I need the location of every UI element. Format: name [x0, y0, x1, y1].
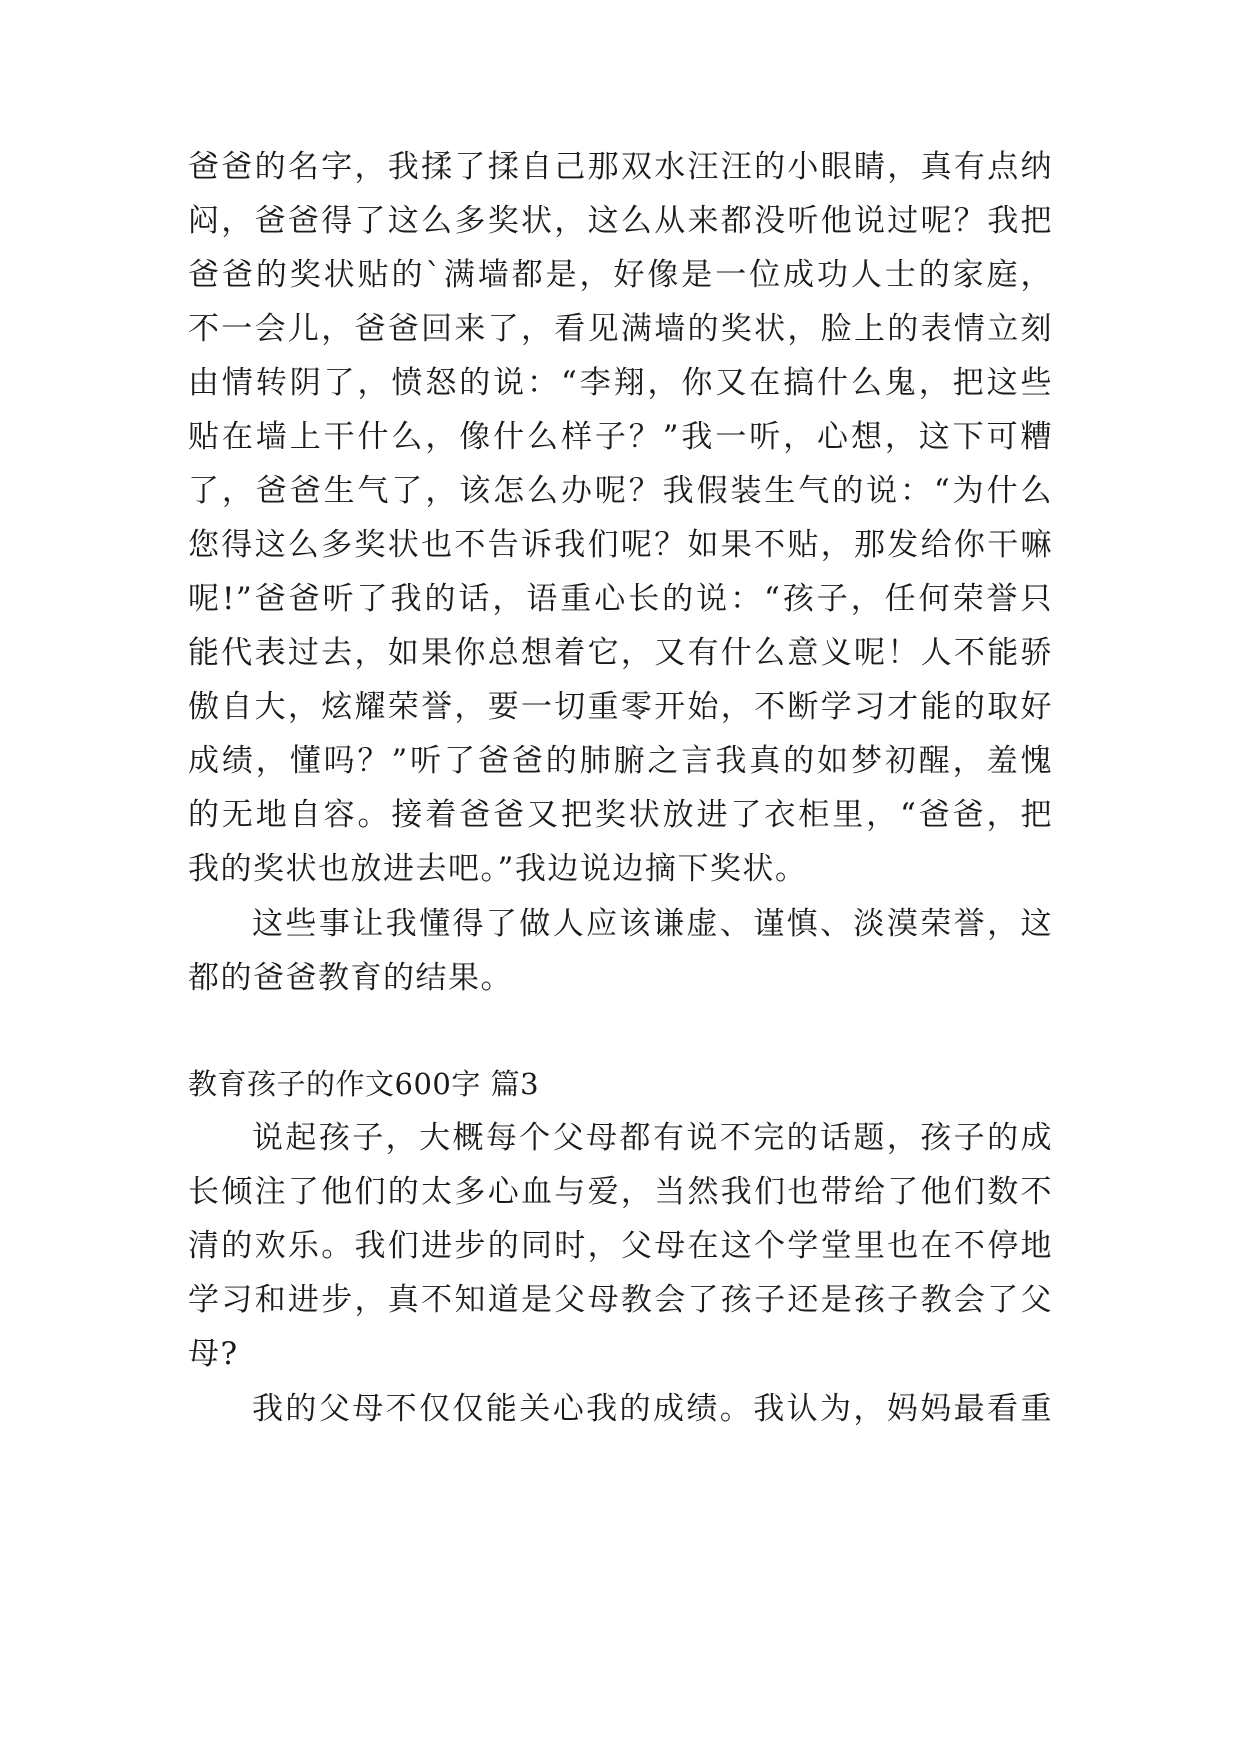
text-line: 都的爸爸教育的结果。 — [188, 960, 513, 996]
text-line: 能代表过去，如果你总想着它，又有什么意义呢！人不能骄 — [188, 635, 1053, 671]
document-page — [188, 0, 1058, 1754]
text-line: 清的欢乐。我们进步的同时，父母在这个学堂里也在不停地 — [188, 1228, 1053, 1264]
text-line: 学习和进步，真不知道是父母教会了孩子还是孩子教会了父 — [188, 1282, 1053, 1318]
text-line: 不一会儿，爸爸回来了，看见满墙的奖状，脸上的表情立刻 — [188, 311, 1053, 347]
text-line: 我的奖状也放进去吧。”我边说边摘下奖状。 — [188, 851, 808, 887]
text-line: 这些事让我懂得了做人应该谦虚、谨慎、淡漠荣誉，这 — [252, 906, 1053, 942]
text-line: 我的父母不仅仅能关心我的成绩。我认为，妈妈最看重 — [252, 1391, 1053, 1427]
text-line: 成绩，懂吗？”听了爸爸的肺腑之言我真的如梦初醒，羞愧 — [188, 743, 1053, 779]
text-line: 傲自大，炫耀荣誉，要一切重零开始，不断学习才能的取好 — [188, 689, 1053, 725]
text-line: 由情转阴了，愤怒的说：“李翔，你又在搞什么鬼，把这些 — [188, 365, 1053, 401]
text-line: 母? — [188, 1336, 239, 1372]
text-line: 闷，爸爸得了这么多奖状，这么从来都没听他说过呢？我把 — [188, 203, 1053, 239]
text-line: 呢!”爸爸听了我的话，语重心长的说：“孩子，任何荣誉只 — [188, 581, 1053, 617]
text-line: 爸爸的名字，我揉了揉自己那双水汪汪的小眼睛，真有点纳 — [188, 149, 1053, 185]
text-line: 了，爸爸生气了，该怎么办呢？我假装生气的说：“为什么 — [188, 473, 1053, 509]
text-line: 贴在墙上干什么，像什么样子？”我一听，心想，这下可糟 — [188, 419, 1053, 455]
text-line: 说起孩子，大概每个父母都有说不完的话题，孩子的成 — [252, 1120, 1053, 1156]
text-line: 的无地自容。接着爸爸又把奖状放进了衣柜里，“爸爸，把 — [188, 797, 1053, 833]
text-line: 爸爸的奖状贴的`满墙都是，好像是一位成功人士的家庭， — [188, 257, 1053, 293]
text-line: 您得这么多奖状也不告诉我们呢？如果不贴，那发给你干嘛 — [188, 527, 1053, 563]
section-heading: 教育孩子的作文600字 篇3 — [188, 1067, 540, 1101]
text-line: 长倾注了他们的太多心血与爱，当然我们也带给了他们数不 — [188, 1174, 1053, 1210]
